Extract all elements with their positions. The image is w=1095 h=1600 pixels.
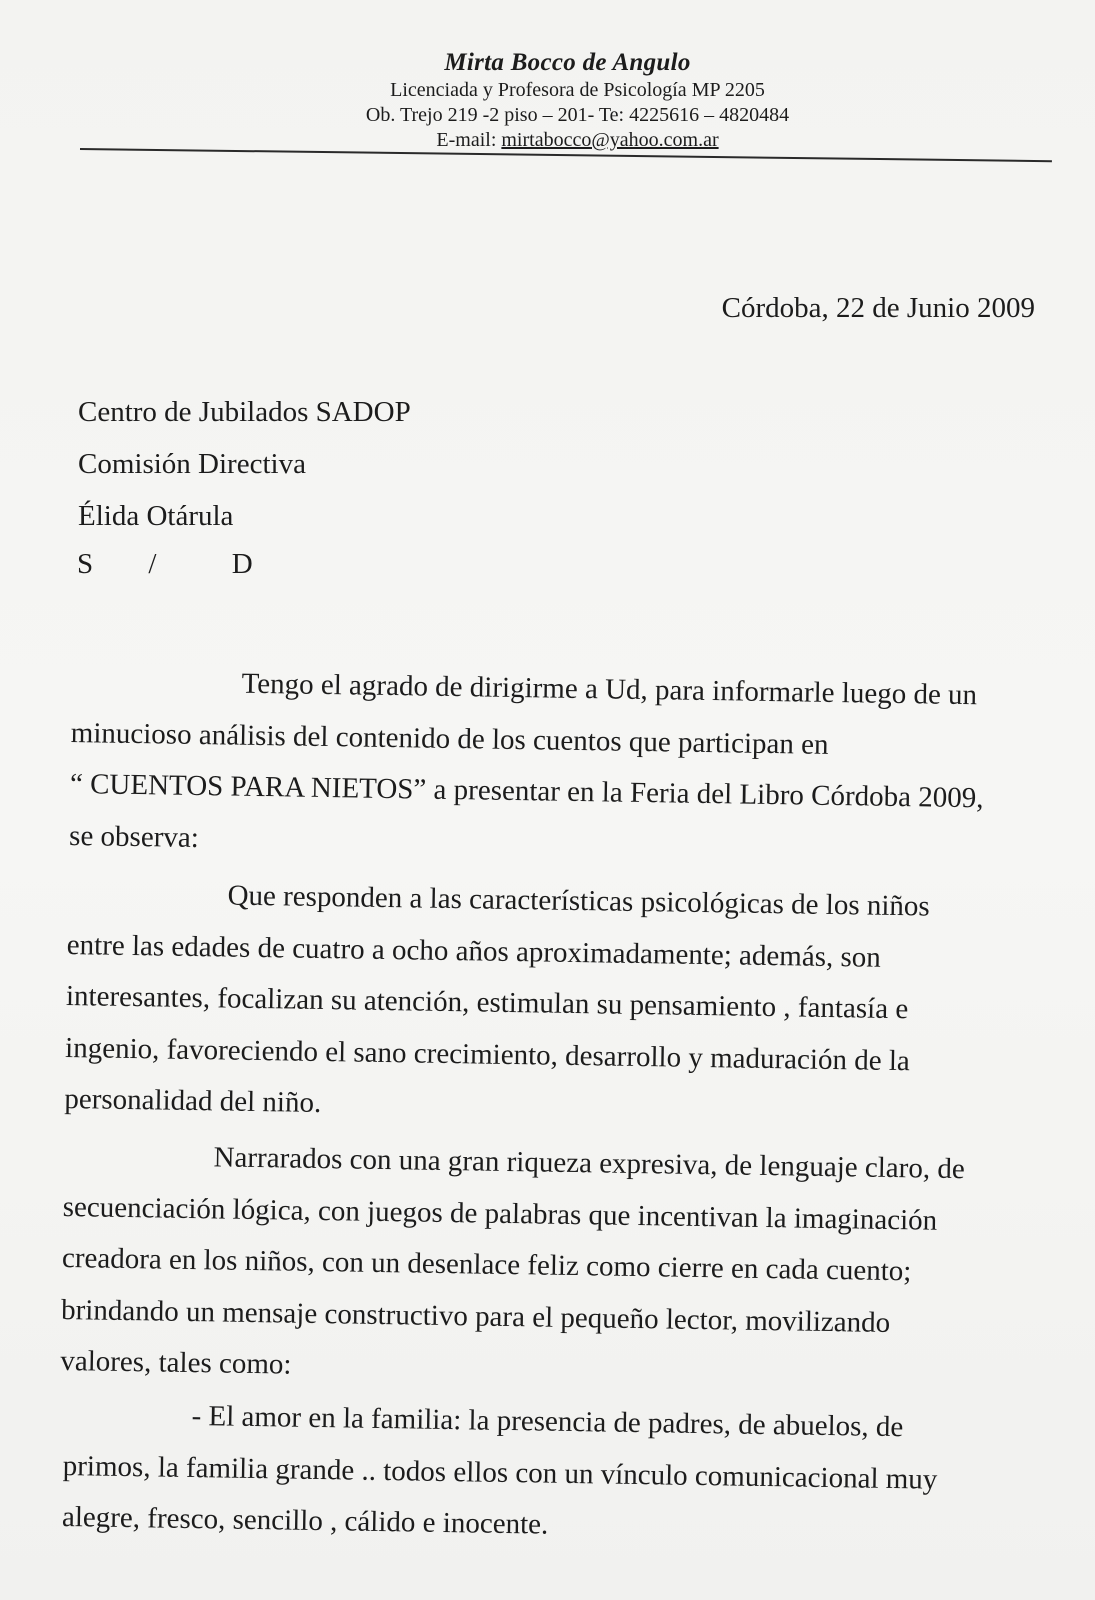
letter-body xyxy=(60,656,1050,1544)
body-line: valores, tales como: xyxy=(60,1344,292,1381)
body-line: Narrarados con una gran riqueza expresiva, de lenguaje claro, de xyxy=(213,1140,965,1185)
body-line: secuenciación lógica, con juegos de palabras que incentivan la imaginación xyxy=(62,1189,938,1236)
body-line: creadora en los niños, con un desenlace feliz como cierre en cada cuento; xyxy=(61,1241,912,1287)
body-line: alegre, fresco, sencillo , cálido e inocente. xyxy=(61,1500,549,1541)
salutation-sd xyxy=(77,548,253,581)
body-line: entre las edades de cuatro a ocho años aproximadamente; además, son xyxy=(66,928,882,974)
body-line: se observa: xyxy=(68,819,200,854)
addressee-block xyxy=(78,386,411,542)
email-label: E-mail: xyxy=(436,129,502,151)
sd-slash: / xyxy=(148,548,157,580)
body-line: Que responden a las características psicológicas de los niños xyxy=(227,879,930,923)
paragraph-characteristics xyxy=(64,868,1050,1141)
letterhead xyxy=(0,48,1095,153)
body-line: Tengo el agrado de dirigirme a Ud, para informarle luego de un xyxy=(241,667,978,712)
body-line: - El amor en la familia: la presencia de padres, de abuelos, de xyxy=(191,1400,904,1444)
paragraph-values xyxy=(62,1389,1050,1559)
letter-date: Córdoba, 22 de Junio 2009 xyxy=(721,292,1035,324)
addressee-committee: Comisión Directiva xyxy=(78,448,306,480)
body-line: minucioso análisis del contenido de los cuentos que participan en xyxy=(70,716,829,761)
body-line: primos, la familia grande .. todos ellos con un vínculo comunicacional muy xyxy=(62,1449,938,1496)
letterhead-name: Mirta Bocco de Angulo xyxy=(444,49,691,76)
email-link[interactable]: mirtabocco@yahoo.com.ar xyxy=(501,129,719,151)
sd-s: S xyxy=(77,548,94,580)
addressee-organization: Centro de Jubilados SADOP xyxy=(78,396,411,428)
letterhead-address: Ob. Trejo 219 -2 piso – 201- Te: 4225616 – 4820484 xyxy=(365,104,790,126)
paragraph-narrative xyxy=(60,1130,1050,1403)
body-line: ingenio, favoreciendo el sano crecimiento, desarrollo y maduración de la xyxy=(64,1031,911,1077)
paragraph-intro xyxy=(69,656,1050,877)
sd-d: D xyxy=(231,548,253,580)
body-line: personalidad del niño. xyxy=(64,1082,322,1120)
addressee-person: Élida Otárula xyxy=(78,500,234,532)
body-line: interesantes, focalizan su atención, estimulan su pensamiento , fantasía e xyxy=(65,979,909,1026)
body-line: brindando un mensaje constructivo para el pequeño lector, movilizando xyxy=(60,1292,891,1338)
body-line: “ CUENTOS PARA NIETOS” a presentar en la Feria del Libro Córdoba 2009, xyxy=(69,767,984,815)
letterhead-title: Licenciada y Profesora de Psicología MP 2205 xyxy=(390,79,765,101)
